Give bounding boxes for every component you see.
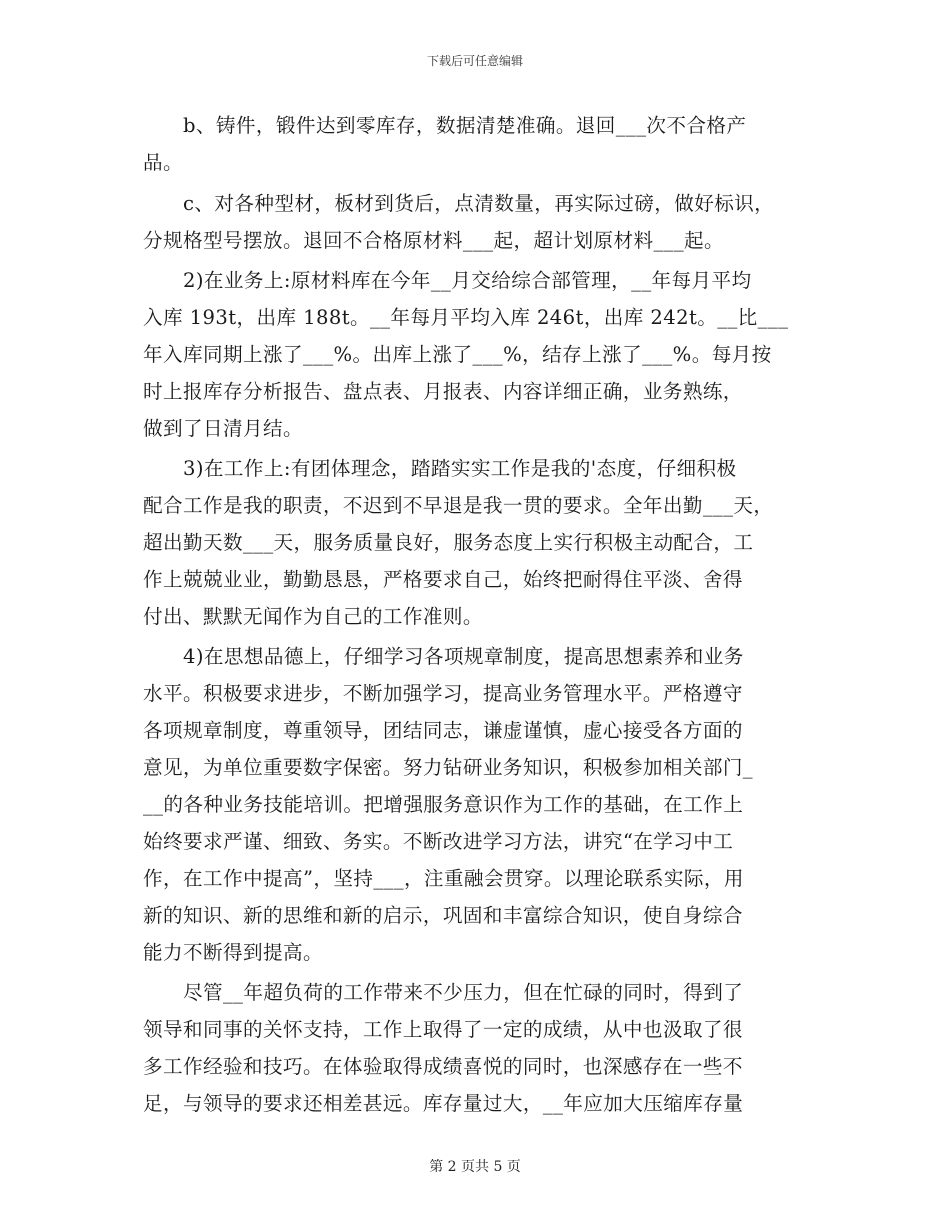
text-line: 能力不断得到提高。 <box>143 941 323 964</box>
text-line: 做到了日清月结。 <box>143 417 303 440</box>
text-line: 新的知识、新的思维和新的启示，巩固和丰富综合知识，使自身综合 <box>143 904 743 927</box>
text-line: 始终要求严谨、细致、务实。不断改进学习方法，讲究“在学习中工 <box>143 830 734 853</box>
text-line: 入库 193t，出库 188t。__年每月平均入库 246t，出库 242t。__比___ <box>143 306 789 329</box>
text-line: 年入库同期上涨了___%。出库上涨了___%，结存上涨了___%。每月按 <box>143 343 772 366</box>
text-line: 足，与领导的要求还相差甚远。库存量过大，__年应加大压缩库存量 <box>143 1092 744 1115</box>
text-line: c、对各种型材，板材到货后，点清数量，再实际过磅，做好标识， <box>143 192 775 215</box>
text-line: 多工作经验和技巧。在体验取得成绩喜悦的同时，也深感存在一些不 <box>143 1055 743 1078</box>
text-line: 配合工作是我的职责，不迟到不早退是我一贯的要求。全年出勤___天， <box>143 494 774 517</box>
text-line: __的各种业务技能培训。把增强服务意识作为工作的基础，在工作上 <box>143 793 744 816</box>
text-line: 分规格型号摆放。退回不合格原材料___起，超计划原材料___起。 <box>143 229 725 252</box>
text-line: 作，在工作中提高”，坚持___，注重融会贯穿。以理论联系实际，用 <box>143 867 744 890</box>
text-line: 4)在思想品德上，仔细学习各项规章制度，提高思想素养和业务 <box>143 645 744 668</box>
text-line: 3)在工作上:有团体理念，踏踏实实工作是我的'态度，仔细积极 <box>143 457 737 480</box>
text-line: 意见，为单位重要数字保密。努力钻研业务知识，积极参加相关部门_ <box>143 756 754 779</box>
page-number: 第 2 页共 5 页 <box>429 1159 521 1175</box>
text-line: 2)在业务上:原材料库在今年__月交给综合部管理，__年每月平均 <box>143 269 752 292</box>
text-line: 领导和同事的关怀支持，工作上取得了一定的成绩，从中也汲取了很 <box>143 1018 743 1041</box>
text-line: 付出、默默无闻作为自己的工作准则。 <box>143 605 483 628</box>
text-line: 超出勤天数___天，服务质量良好，服务态度上实行积极主动配合，工 <box>143 531 754 554</box>
text-line: 时上报库存分析报告、盘点表、月报表、内容详细正确，业务熟练， <box>143 380 743 403</box>
text-line: 水平。积极要求进步，不断加强学习，提高业务管理水平。严格遵守 <box>143 682 743 705</box>
text-line: b、铸件，锻件达到零库存，数据清楚准确。退回___次不合格产 <box>143 114 747 137</box>
text-line: 品。 <box>143 151 183 174</box>
page-header: 下载后可任意编辑 <box>426 54 523 68</box>
text-line: 尽管__年超负荷的工作带来不少压力，但在忙碌的同时，得到了 <box>143 981 744 1004</box>
text-line: 作上兢兢业业，勤勤恳恳，严格要求自己，始终把耐得住平淡、舍得 <box>143 568 743 591</box>
text-line: 各项规章制度，尊重领导，团结同志，谦虚谨慎，虚心接受各方面的 <box>143 719 743 742</box>
